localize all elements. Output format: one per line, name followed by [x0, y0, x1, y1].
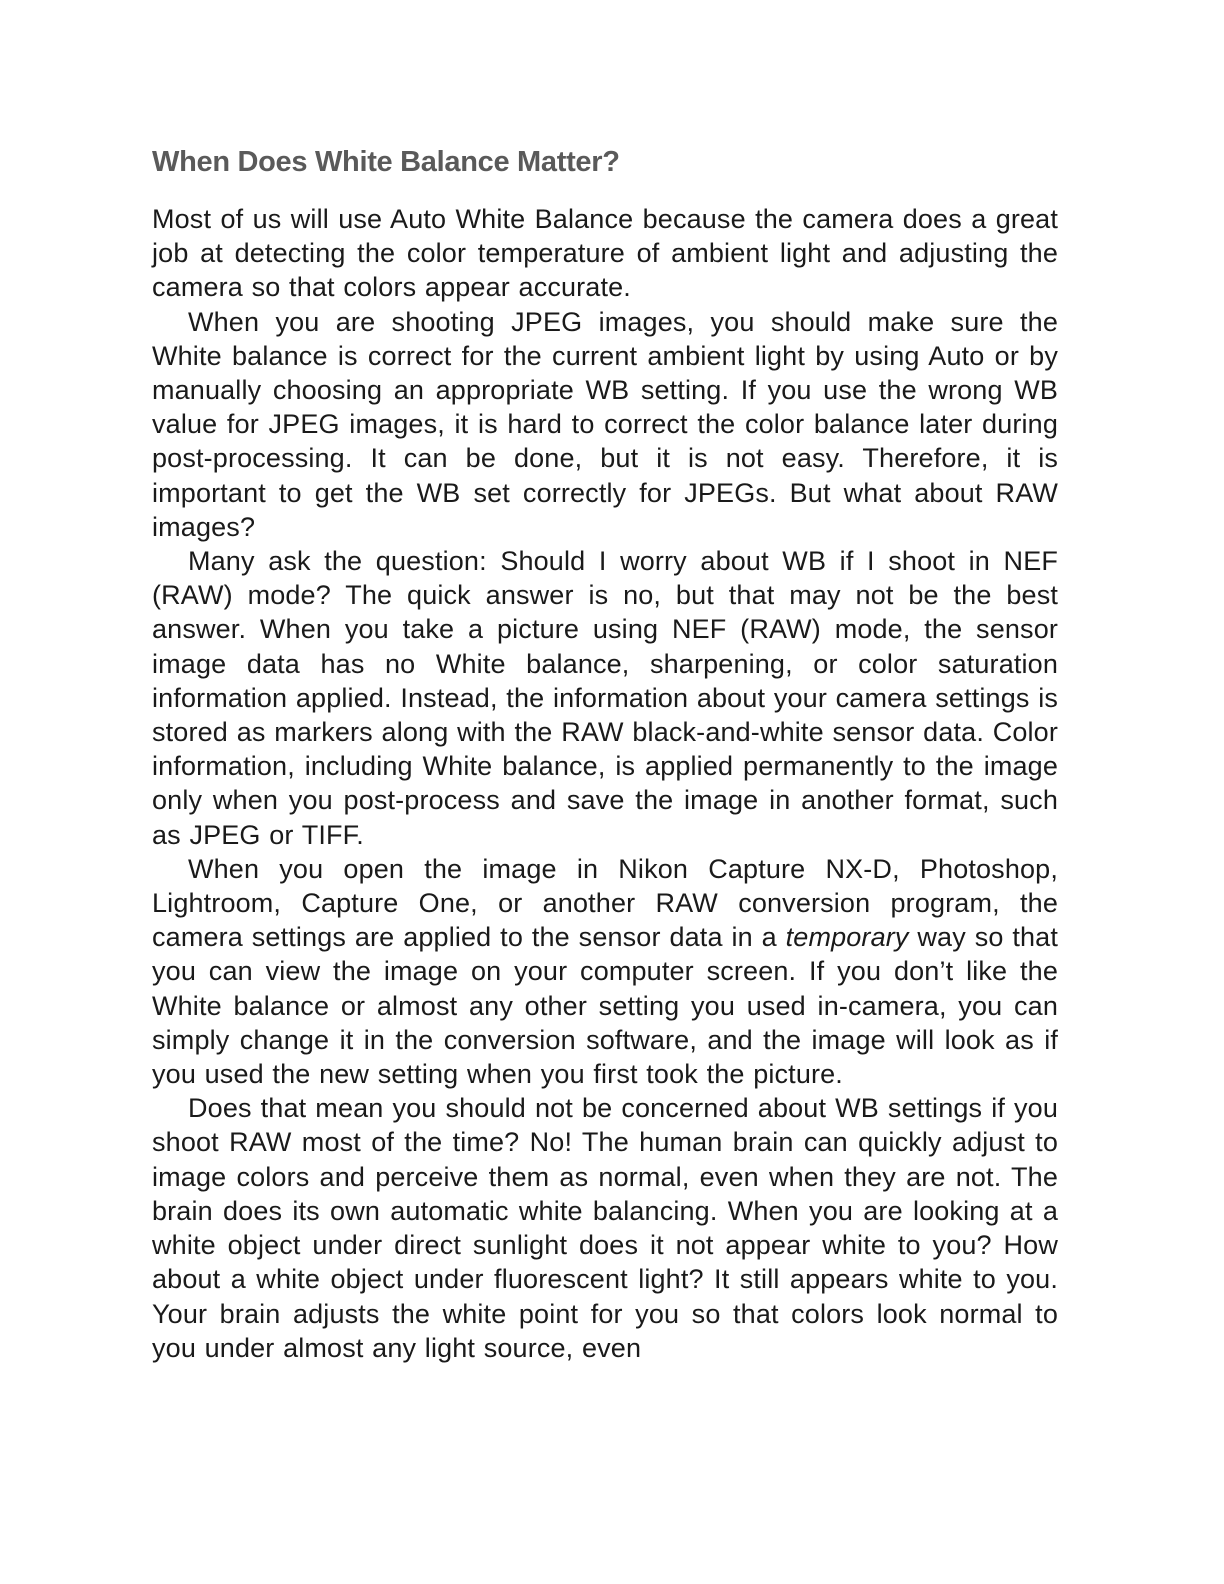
paragraph-raw-white-balance: Many ask the question: Should I worry about WB if I shoot in NEF (RAW) mode? The quick answer is no, but that may not be the best answer. When you take a picture using NEF (RAW) mode, the sensor image data has no White balance, sharpening, or color saturation information applied. Instead, the information about your camera settings is stored as markers along with the RAW black-and-white sensor data. Color information, including White balance, is applied permanently to the image only when you post-process and save the image in another format, such as JPEG or TIFF.: [152, 546, 1058, 850]
emphasis-temporary: temporary: [785, 922, 909, 953]
paragraph-text: way so that you can view the image on your computer screen. If you don’t like the White balance or almost any other setting you used in-camera, you can simply change it in the conversion software, and the image will look as if you used the new setting when you first took the picture.: [152, 922, 1058, 1090]
page-content: [152, 140, 1058, 1365]
section-heading: When Does White Balance Matter?: [152, 146, 620, 178]
paragraph-human-brain: Does that mean you should not be concerned about WB settings if you shoot RAW most of the time? No! The human brain can quickly adjust to image colors and perceive them as normal, even when they are not. The brain does its own automatic white balancing. When you are looking at a white object under direct sunlight does it not appear white to you? How about a white object under fluorescent light? It still appears white to you. Your brain adjusts the white point for you so that colors look normal to you under almost any light source, even: [152, 1093, 1058, 1363]
paragraph-text: When you open the image in Nikon Capture NX-D, Photoshop, Lightroom, Capture One, or another RAW conversion program, the camera settings are applied to the sensor data in a: [152, 853, 1058, 953]
paragraph-raw-conversion: [152, 852, 1058, 1091]
paragraph-auto-white-balance: Most of us will use Auto White Balance because the camera does a great job at detecting the color temperature of ambient light and adjusting the camera so that colors appear accurate.: [152, 204, 1058, 303]
paragraph-jpeg-white-balance: When you are shooting JPEG images, you should make sure the White balance is correct for the current ambient light by using Auto or by manually choosing an appropriate WB setting. If you use the wrong WB value for JPEG images, it is hard to correct the color balance later during post-processing. It can be done, but it is not easy. Therefore, it is important to get the WB set correctly for JPEGs. But what about RAW images?: [152, 306, 1058, 542]
